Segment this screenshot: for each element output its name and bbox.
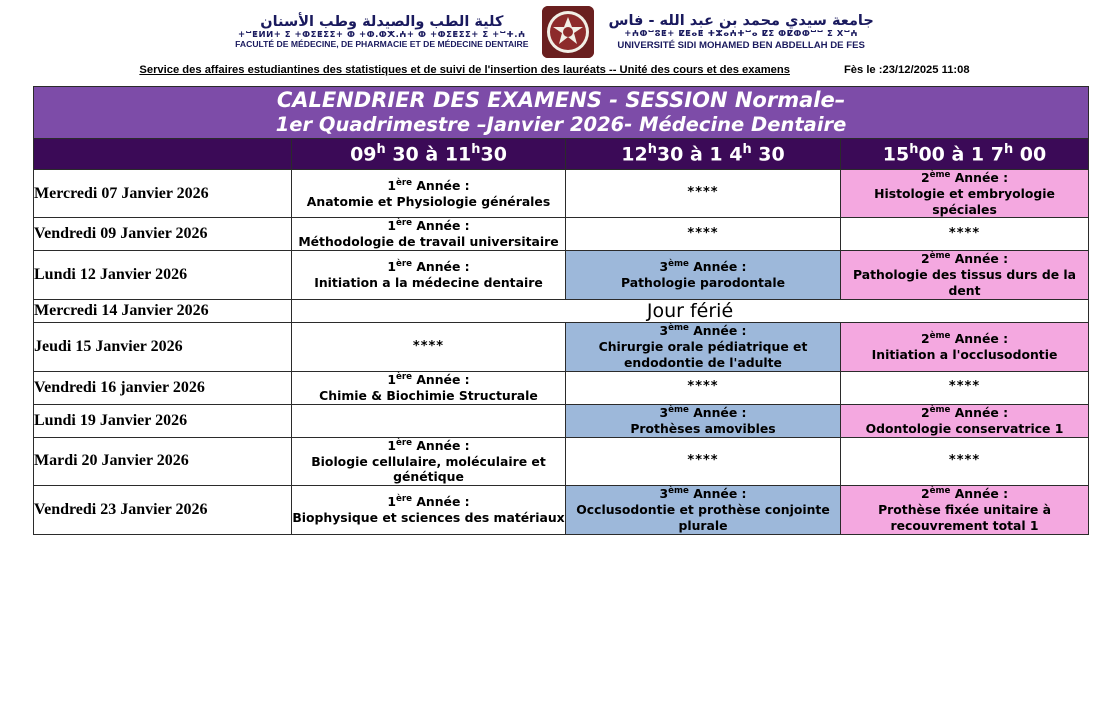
exam-cell bbox=[292, 251, 566, 300]
exam-year: 2ème Année : bbox=[921, 330, 1009, 347]
exam-year: 3ème Année : bbox=[659, 259, 747, 275]
university-name-arabic: جامعة سيدي محمد بن عبد الله - فاس bbox=[608, 13, 874, 30]
exam-cell bbox=[566, 218, 841, 251]
exam-cell bbox=[292, 404, 566, 437]
row-day-label: Mercredi 07 Janvier 2026 bbox=[34, 169, 292, 218]
exam-subject: **** bbox=[687, 453, 719, 469]
exam-cell bbox=[841, 169, 1089, 218]
exam-cell bbox=[566, 486, 841, 535]
exam-year: 1ère Année : bbox=[387, 371, 470, 387]
issue-date: Fès le :23/12/2025 11:08 bbox=[843, 64, 970, 76]
table-row bbox=[34, 371, 1089, 404]
exam-cell bbox=[841, 486, 1089, 535]
exam-cell bbox=[566, 251, 841, 300]
exam-year: 2ème Année : bbox=[921, 404, 1009, 420]
table-row bbox=[34, 486, 1089, 535]
exam-subject: **** bbox=[687, 379, 719, 395]
row-day-label: Lundi 12 Janvier 2026 bbox=[34, 251, 292, 300]
exam-subject: Pathologie parodontale bbox=[621, 275, 785, 291]
header-slot-morning: 09$^h$ 30 à 11$^h$30 bbox=[292, 138, 566, 169]
exam-cell bbox=[292, 218, 566, 251]
exam-year: 3ème Année : bbox=[659, 404, 747, 420]
exam-year: 1ère Année : bbox=[387, 437, 470, 453]
row-day-label: Vendredi 23 Janvier 2026 bbox=[34, 486, 292, 535]
exam-subject: Initiation a la médecine dentaire bbox=[314, 275, 543, 291]
exam-cell bbox=[566, 404, 841, 437]
table-row bbox=[34, 169, 1089, 218]
exam-subject: Histologie et embryologie spéciales bbox=[874, 185, 1055, 217]
exam-year: 1ère Année : bbox=[387, 494, 470, 510]
exam-year: 2ème Année : bbox=[921, 251, 1009, 267]
exam-subject: **** bbox=[948, 226, 981, 241]
exam-subject: **** bbox=[948, 379, 981, 395]
exam-subject: Méthodologie de travail universitaire bbox=[298, 234, 559, 250]
exam-cell bbox=[566, 169, 841, 218]
exam-subject: Biologie cellulaire, moléculaire et génétique bbox=[311, 453, 546, 485]
exam-year: 2ème Année : bbox=[921, 169, 1009, 185]
exam-year: 1ère Année : bbox=[387, 177, 470, 193]
exam-cell bbox=[292, 169, 566, 218]
table-title-row bbox=[34, 87, 1089, 139]
exam-cell bbox=[841, 371, 1089, 404]
exam-cell bbox=[292, 371, 566, 404]
university-name-tifinagh: +ⵄⵀⵯⵓⵟ+ ⵇⵟⴰⵟ ⵜⵣⴰⵄⵜⵯⴰ ⵇⵉ ⵀⵇⵀⵀⵯⵯ ⵉ ⵝⵯⵄ bbox=[624, 28, 859, 39]
row-day-label: Lundi 19 Janvier 2026 bbox=[34, 404, 292, 437]
document-subheader bbox=[0, 64, 1109, 78]
header-corner-cell bbox=[34, 138, 292, 169]
table-header-row bbox=[34, 138, 1089, 169]
exam-subject: Chimie & Biochimie Structurale bbox=[319, 387, 538, 403]
university-name-french: UNIVERSITÉ SIDI MOHAMED BEN ABDELLAH DE FES bbox=[617, 39, 865, 51]
exam-year: 3ème Année : bbox=[659, 486, 747, 502]
exam-subject: Prothèse fixée unitaire à recouvrement total 1 bbox=[878, 502, 1051, 534]
exam-cell bbox=[841, 437, 1089, 486]
exam-subject: Occlusodontie et prothèse conjointe plurale bbox=[576, 502, 830, 534]
exam-calendar-wrap bbox=[33, 86, 1081, 535]
exam-subject: **** bbox=[687, 226, 719, 241]
exam-cell bbox=[292, 437, 566, 486]
exam-subject: Prothèses amovibles bbox=[630, 420, 776, 436]
table-row bbox=[34, 323, 1089, 372]
exam-calendar-table bbox=[33, 86, 1089, 535]
university-identity bbox=[608, 13, 873, 50]
exam-cell bbox=[841, 404, 1089, 437]
exam-cell bbox=[292, 323, 566, 372]
exam-year: 2ème Année : bbox=[921, 486, 1009, 502]
row-day-label: Vendredi 09 Janvier 2026 bbox=[34, 218, 292, 251]
exam-year: 3ème Année : bbox=[659, 323, 747, 339]
row-day-label: Mardi 20 Janvier 2026 bbox=[34, 437, 292, 486]
exam-subject: Chirurgie orale pédiatrique et endodontie de l'adulte bbox=[598, 339, 808, 370]
faculty-identity bbox=[235, 14, 528, 50]
row-day-label: Jeudi 15 Janvier 2026 bbox=[34, 323, 292, 372]
faculty-name-tifinagh: +ⵯⵟⵍⵍ+ ⵉ +ⵀⵉⵟⵉⵉ+ ⵀ +ⵀ.ⵀⵅ.ⵄ+ ⵀ +ⵀⵉⵟⵉⵉ+ ⵉ +ⵯⵜ.ⵄ bbox=[237, 29, 526, 40]
exam-cell bbox=[292, 486, 566, 535]
faculty-name-arabic: كلية الطب والصيدلة وطب الأسنان bbox=[260, 13, 504, 30]
table-row bbox=[34, 251, 1089, 300]
table-row bbox=[34, 437, 1089, 486]
exam-subject: Odontologie conservatrice 1 bbox=[865, 420, 1064, 436]
table-row bbox=[34, 218, 1089, 251]
exam-cell bbox=[566, 371, 841, 404]
exam-cell bbox=[841, 251, 1089, 300]
table-row bbox=[34, 300, 1089, 323]
calendar-title-line2: 1er Quadrimestre –Janvier 2026- Médecine Dentaire bbox=[275, 113, 847, 137]
faculty-name-french: FACULTÉ DE MÉDECINE, DE PHARMACIE ET DE MÉDECINE DENTAIRE bbox=[235, 39, 529, 50]
row-day-label: Vendredi 16 janvier 2026 bbox=[34, 371, 292, 404]
table-row bbox=[34, 404, 1089, 437]
exam-cell bbox=[841, 323, 1089, 372]
exam-year: 1ère Année : bbox=[387, 218, 470, 234]
exam-subject: Pathologie des tissus durs de la dent bbox=[853, 267, 1077, 299]
exam-cell bbox=[566, 437, 841, 486]
exam-subject: Biophysique et sciences des matériaux bbox=[292, 510, 565, 526]
service-line: Service des affaires estudiantines des statistiques et de suivi de l'insertion des lauréats -- Unité des cours et des examens bbox=[139, 64, 790, 76]
document-header bbox=[0, 0, 1109, 58]
header-slot-midday: 12$^h$30 à 1 4$^h$ 30 bbox=[566, 138, 841, 169]
exam-year: 1ère Année : bbox=[387, 259, 470, 275]
exam-cell bbox=[841, 218, 1089, 251]
exam-subject: Initiation a l'occlusodontie bbox=[871, 346, 1058, 362]
university-crest-logo bbox=[542, 6, 594, 58]
exam-subject: **** bbox=[948, 453, 981, 469]
exam-subject: **** bbox=[687, 185, 719, 201]
calendar-title-line1: CALENDRIER DES EXAMENS - SESSION Normale– bbox=[276, 88, 846, 112]
exam-cell bbox=[566, 323, 841, 372]
holiday-cell: Jour férié bbox=[292, 300, 1089, 323]
row-day-label: Mercredi 14 Janvier 2026 bbox=[34, 300, 292, 323]
calendar-title-cell bbox=[34, 87, 1089, 139]
exam-subject: **** bbox=[412, 338, 445, 354]
header-slot-afternoon: 15$^h$00 à 1 7$^h$ 00 bbox=[841, 138, 1089, 169]
exam-subject: Anatomie et Physiologie générales bbox=[306, 193, 551, 209]
